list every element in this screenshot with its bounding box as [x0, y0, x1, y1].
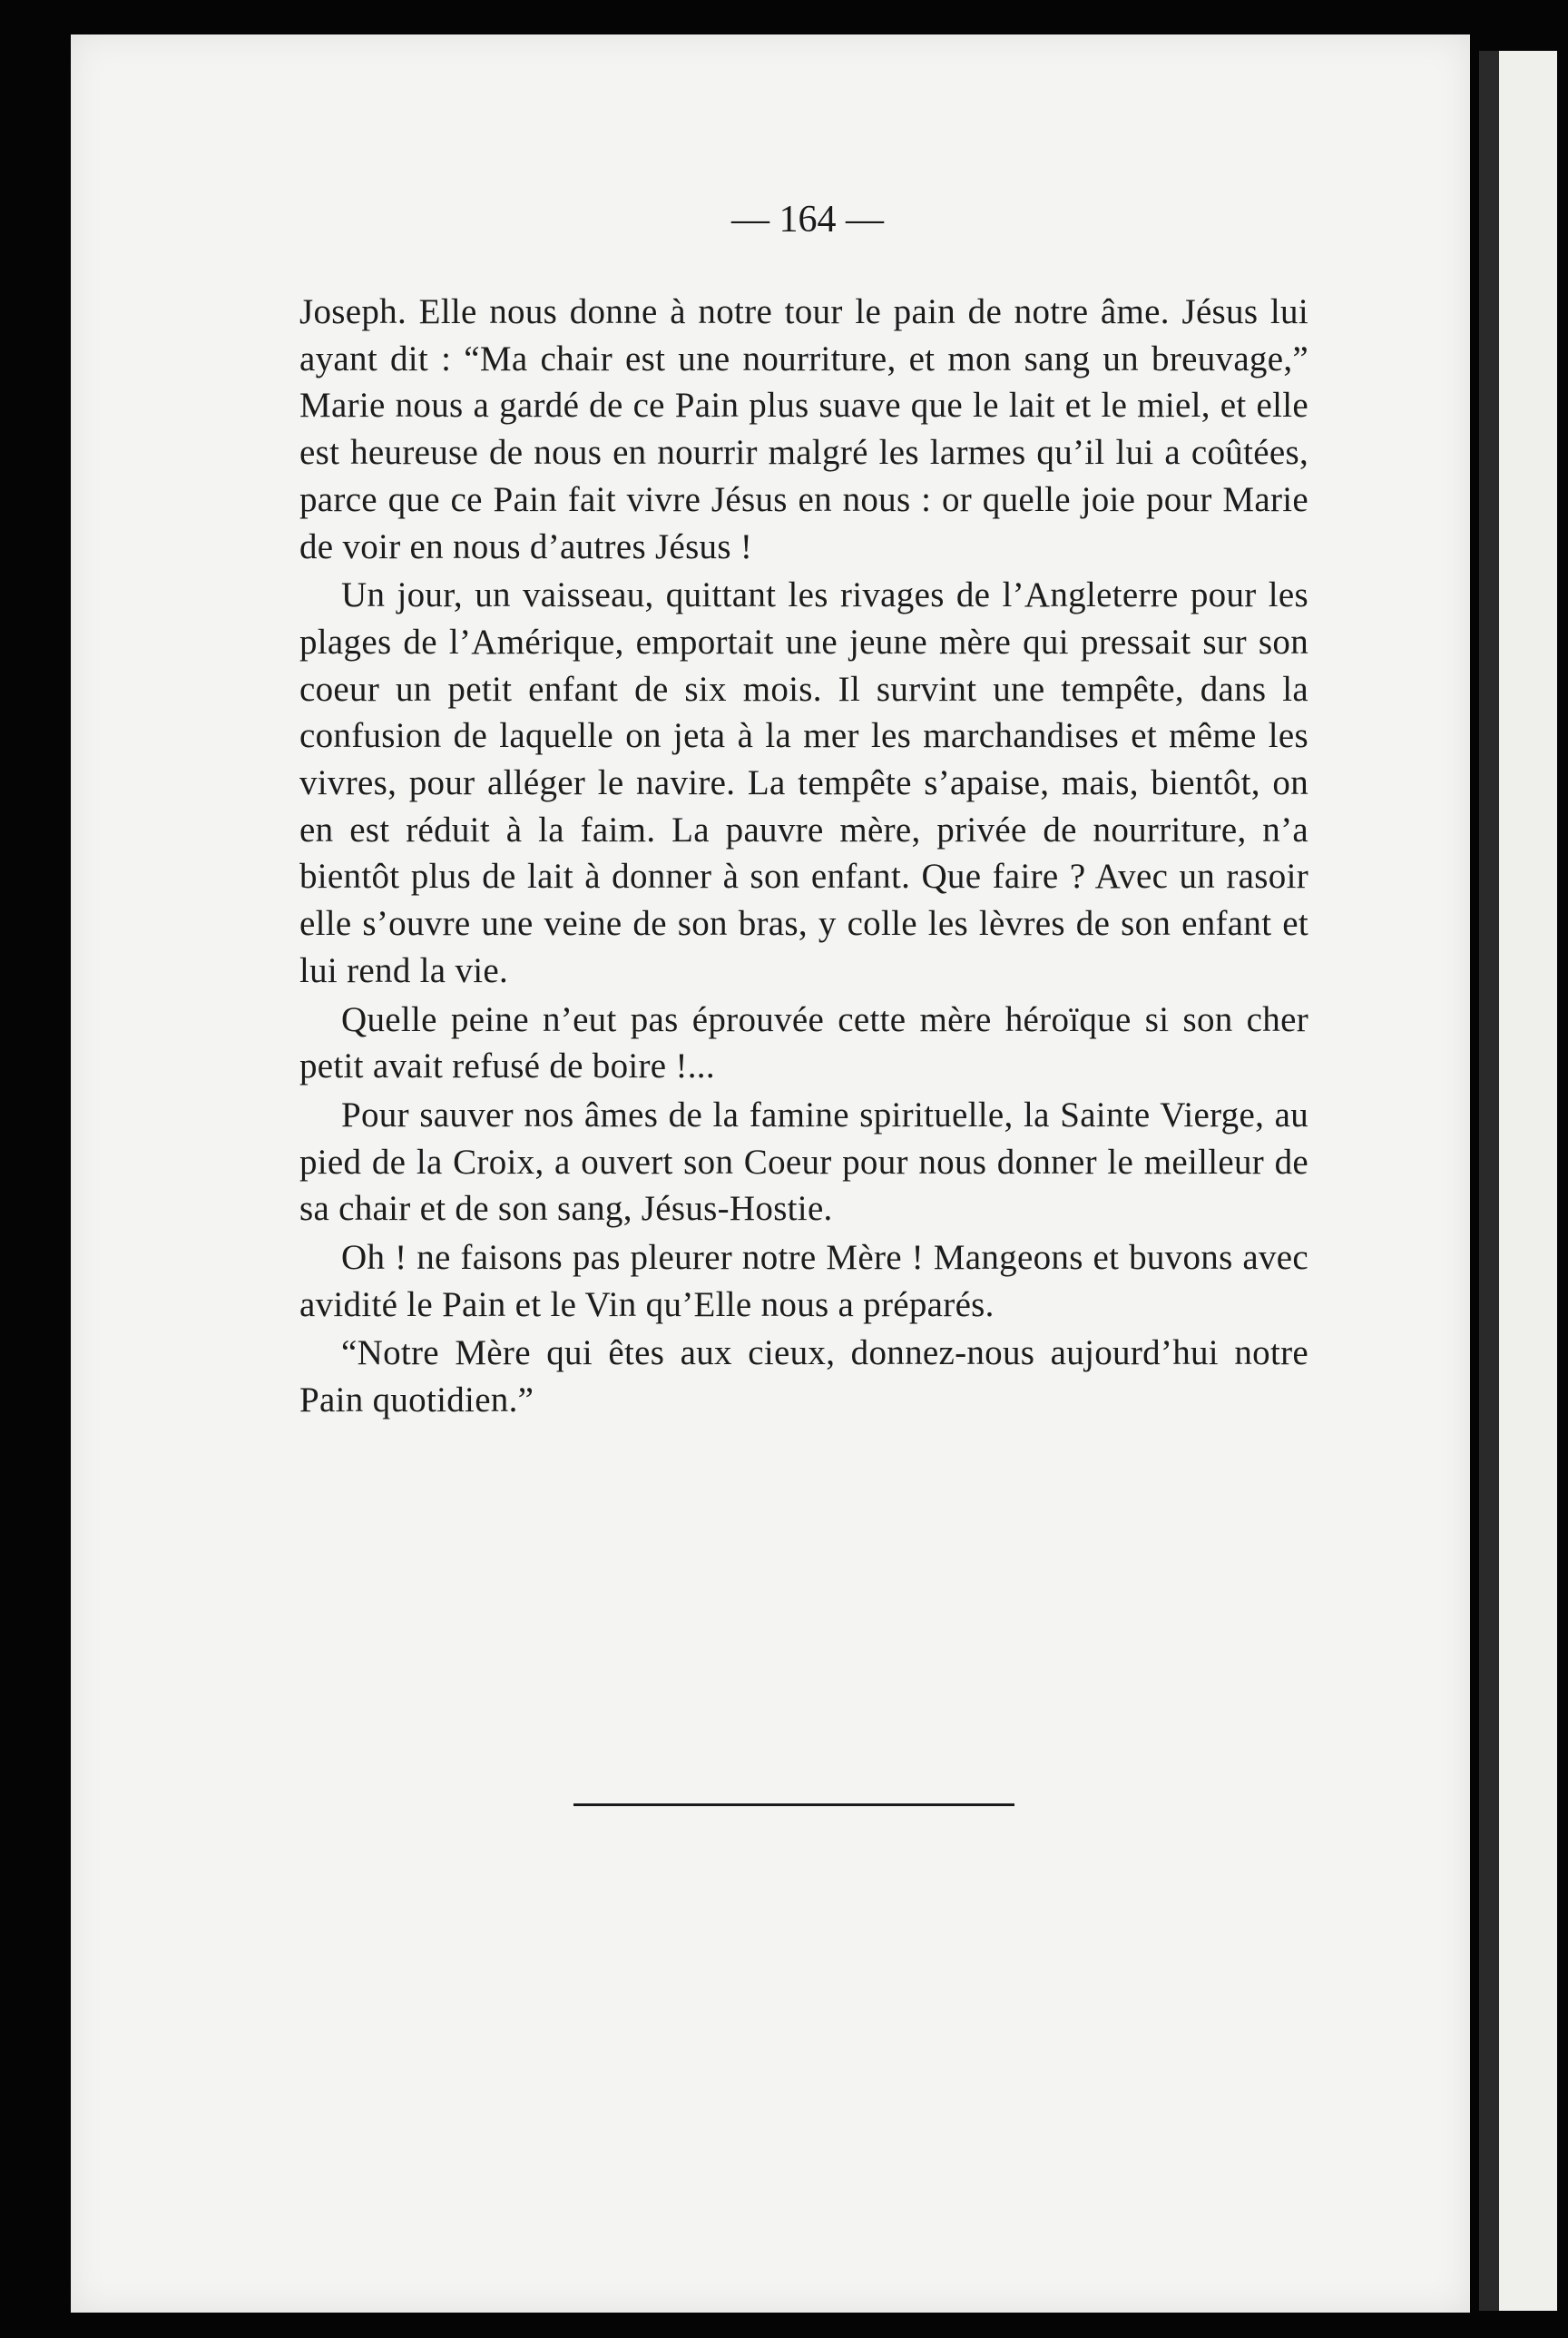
body-text	[299, 289, 1308, 1426]
paragraph-5: Oh ! ne faisons pas pleurer notre Mère ! Mangeons et buvons avec avidité le Pain et le Vin qu’Elle nous a préparés.	[299, 1238, 1308, 1324]
paragraph-2: Un jour, un vaisseau, quittant les rivages de l’Angleterre pour les plages de l’Amérique, emportait une jeune mère qui pressait sur son coeur un petit enfant de six mois. Il survint une tempête, dans la confusion de laquelle on jeta à la mer les marchandises et même les vivres, pour alléger le navire. La tempête s’apaise, mais, bientôt, on en est réduit à la faim. La pauvre mère, privée de nourriture, n’a bientôt plus de lait à donner à son enfant. Que faire ? Avec un rasoir elle s’ouvre une veine de son bras, y colle les lèvres de son enfant et lui rend la vie.	[299, 575, 1308, 990]
page-number: — 164 —	[731, 199, 884, 241]
paragraph-4: Pour sauver nos âmes de la famine spirituelle, la Sainte Vierge, au pied de la Croix, a ouvert son Coeur pour nous donner le meilleur de sa chair et de son sang, Jésus-Hostie.	[299, 1095, 1308, 1229]
paragraph-6: “Notre Mère qui êtes aux cieux, donnez-nous aujourd’hui notre Pain quotidien.”	[299, 1333, 1308, 1420]
adjacent-page-edge	[1479, 51, 1557, 2311]
paragraph-1: Joseph. Elle nous donne à notre tour le pain de notre âme. Jésus lui ayant dit : “Ma chair est une nourriture, et mon sang un breuvage,” Marie nous a gardé de ce Pain plus suave que le lait et le miel, et elle est heureuse de nous en nourrir malgré les larmes qu’il lui a coûtées, parce que ce Pain fait vivre Jésus en nous : or quelle joie pour Marie de voir en nous d’autres Jésus !	[299, 292, 1308, 566]
paragraph-3: Quelle peine n’eut pas éprouvée cette mère héroïque si son cher petit avait refusé de boire !...	[299, 999, 1308, 1086]
end-of-chapter-rule	[573, 1803, 1014, 1806]
